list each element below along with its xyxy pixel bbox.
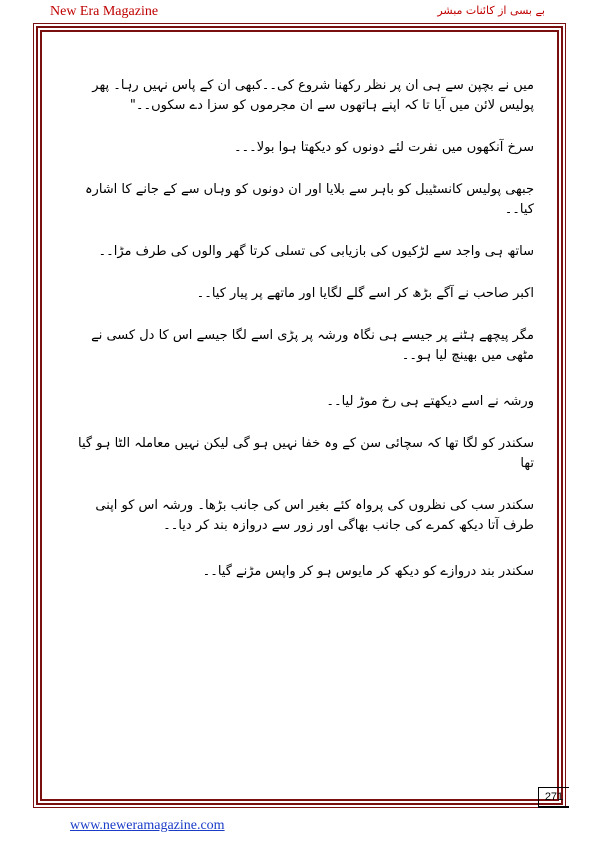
paragraph: میں نے بچپن سے ہی ان پر نظر رکھنا شروع کی۔۔کبھی ان کے پاس نہیں رہا۔ پھر پولیس لائن میں آیا تا کہ اپنے ہاتھوں سے ان مجرموں کو سزا دے سکوں۔۔"	[92, 78, 534, 113]
page-number: 271	[538, 787, 569, 808]
website-link[interactable]: www.neweramagazine.com	[70, 818, 225, 833]
magazine-name: New Era Magazine	[50, 4, 159, 19]
paragraph: مگر پیچھے ہٹنے پر جیسے ہی نگاہ ورشہ پر پڑی اسے لگا جیسے اس کا دل کسی نے مٹھی میں بھینچ لیا ہو۔۔	[91, 328, 534, 363]
paragraph: اکبر صاحب نے آگے بڑھ کر اسے گلے لگایا اور ماتھے پر پیار کیا۔۔	[196, 286, 534, 301]
paragraph: ورشہ نے اسے دیکھتے ہی رخ موڑ لیا۔۔	[326, 394, 534, 409]
paragraph: سرخ آنکھوں میں نفرت لئے دونوں کو دیکھتا ہوا بولا۔۔۔	[233, 140, 534, 155]
paragraph: سکندر سب کی نظروں کی پرواہ کئے بغیر اس کی جانب بڑھا۔ ورشہ اس کو اپنی طرف آتا دیکھ کمرے کی جانب بھاگی اور زور سے دروازہ بند کر دیا۔۔	[95, 498, 534, 533]
story-body	[66, 76, 534, 604]
paragraph: سکندر بند دروازے کو دیکھ کر مایوس ہو کر واپس مڑنے گیا۔۔	[202, 564, 534, 579]
paragraph: سکندر کو لگا تھا کہ سچائی سن کے وہ خفا نہیں ہو گی لیکن نہیں معاملہ الٹا ہو گیا تھا	[78, 436, 534, 471]
paragraph: جبھی پولیس کانسٹیبل کو باہر سے بلایا اور ان دونوں کو وہاں سے کے جانے کا اشارہ کیا۔۔	[84, 182, 534, 217]
paragraph: ساتھ ہی واجد سے لڑکیوں کی بازیابی کی تسلی کرتا گھر والوں کی طرف مڑا۔۔	[98, 244, 534, 259]
story-title: بے بسی از کائنات مبشر	[437, 4, 545, 17]
